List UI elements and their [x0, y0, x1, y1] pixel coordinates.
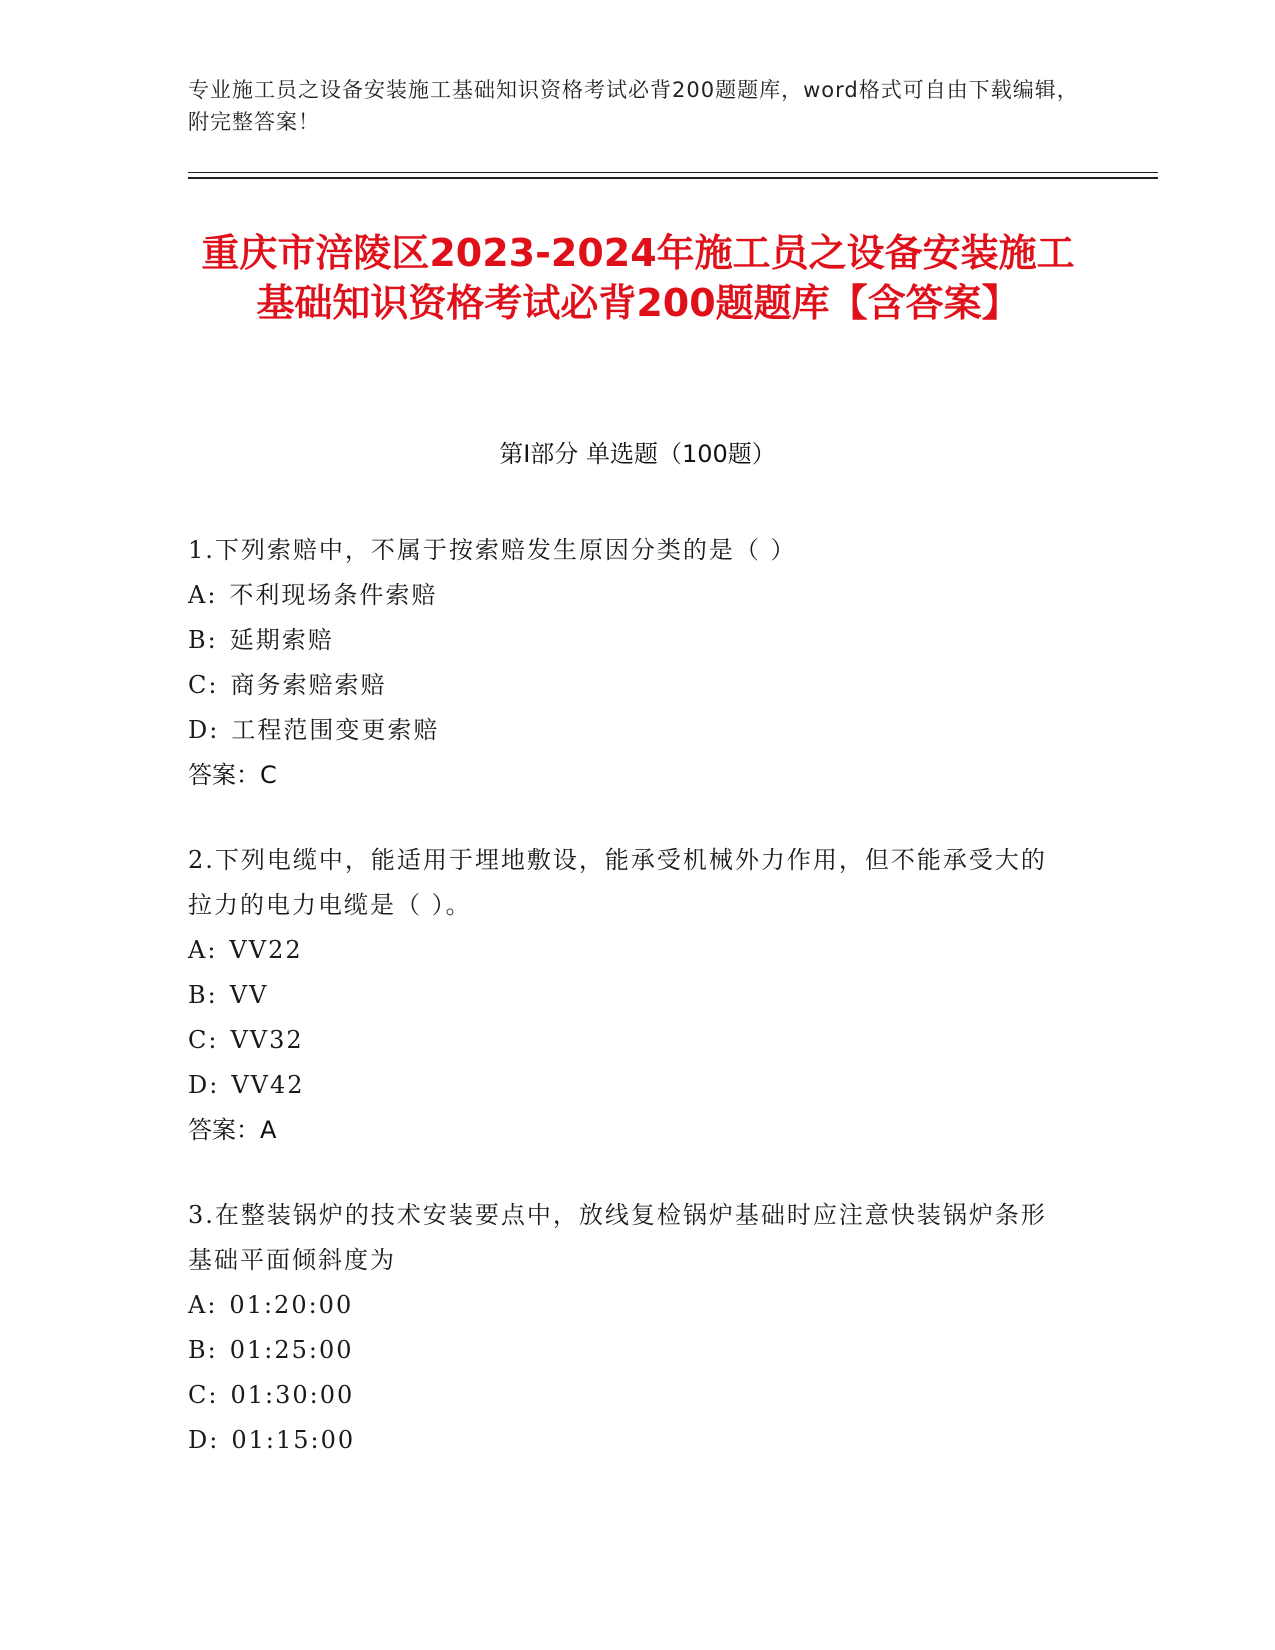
- option-c: [188, 1018, 1068, 1063]
- option-key: A:: [188, 936, 218, 964]
- option-key: D:: [188, 716, 220, 744]
- option-a: [188, 1283, 1068, 1328]
- question-item: [188, 838, 1068, 1153]
- option-key: D:: [188, 1426, 220, 1454]
- option-text: VV: [229, 981, 269, 1009]
- option-key: C:: [188, 1381, 219, 1409]
- option-text: 商务索赔索赔: [230, 671, 387, 699]
- option-text: VV32: [230, 1026, 304, 1054]
- option-c: [188, 1373, 1068, 1418]
- option-a: [188, 928, 1068, 973]
- option-key: D:: [188, 1071, 220, 1099]
- option-key: C:: [188, 1026, 219, 1054]
- header-divider-thick: [188, 177, 1158, 179]
- option-b: [188, 618, 1068, 663]
- option-d: [188, 1063, 1068, 1108]
- question-stem: 2.下列电缆中，能适用于埋地敷设，能承受机械外力作用，但不能承受大的拉力的电力电缆是（ ）。: [188, 846, 1047, 919]
- option-c: [188, 663, 1068, 708]
- option-key: B:: [188, 626, 218, 654]
- option-text: VV42: [231, 1071, 305, 1099]
- question-item: [188, 1193, 1068, 1463]
- option-key: B:: [188, 1336, 218, 1364]
- header-note: 专业施工员之设备安装施工基础知识资格考试必背200题题库，word格式可自由下载编辑，附完整答案！: [188, 78, 1079, 134]
- option-b: [188, 1328, 1068, 1373]
- question-stem: 1.下列索赔中，不属于按索赔发生原因分类的是（ ）: [188, 536, 797, 564]
- option-text: VV22: [229, 936, 303, 964]
- question-stem: 3.在整装锅炉的技术安装要点中，放线复检锅炉基础时应注意快装锅炉条形基础平面倾斜度为: [188, 1201, 1047, 1274]
- answer-line: 答案：A: [188, 1116, 277, 1144]
- option-key: B:: [188, 981, 218, 1009]
- option-text: 01:30:00: [230, 1381, 355, 1409]
- document-title: 重庆市涪陵区2023-2024年施工员之设备安装施工基础知识资格考试必背200题题库【含答案】: [201, 231, 1075, 325]
- question-list: [188, 528, 1068, 1503]
- option-text: 不利现场条件索赔: [229, 581, 438, 609]
- option-d: [188, 708, 1068, 753]
- option-a: [188, 573, 1068, 618]
- answer-line: 答案：C: [188, 761, 277, 789]
- option-b: [188, 973, 1068, 1018]
- header-divider-thin: [188, 172, 1158, 173]
- option-text: 01:25:00: [229, 1336, 354, 1364]
- option-d: [188, 1418, 1068, 1463]
- option-text: 工程范围变更索赔: [231, 716, 440, 744]
- question-item: [188, 528, 1068, 798]
- option-text: 01:15:00: [231, 1426, 356, 1454]
- section-heading: 第Ⅰ部分 单选题（100题）: [499, 440, 776, 468]
- option-key: A:: [188, 581, 218, 609]
- option-text: 延期索赔: [229, 626, 334, 654]
- option-key: A:: [188, 1291, 218, 1319]
- option-key: C:: [188, 671, 219, 699]
- option-text: 01:20:00: [229, 1291, 354, 1319]
